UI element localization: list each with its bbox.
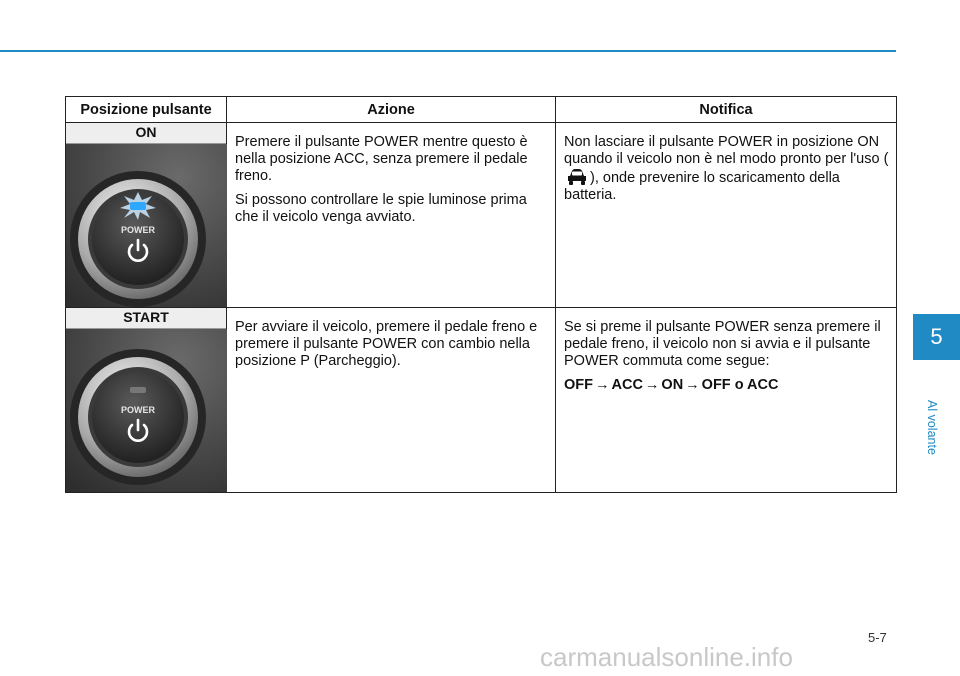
sequence-step: OFF	[564, 377, 593, 393]
action-cell-on	[227, 123, 556, 308]
table-row-start	[66, 308, 897, 493]
notice-text-end: ), onde prevenire lo scaricamento della batteria.	[564, 170, 840, 203]
header-notice: Notifica	[556, 97, 897, 123]
notice-text: Se si preme il pulsante POWER senza premere il pedale freno, il veicolo non si avvia e il pulsante POWER commuta come segue:	[564, 319, 881, 369]
watermark: carmanualsonline.info	[540, 642, 793, 672]
power-button-start-image	[66, 329, 227, 492]
power-button-label: POWER	[120, 225, 156, 235]
position-label-on: ON	[66, 123, 226, 144]
action-cell-start	[227, 308, 556, 493]
power-button-label: POWER	[120, 405, 156, 415]
table-row-on	[66, 123, 897, 308]
notice-cell-start	[556, 308, 897, 493]
position-label-start: START	[66, 308, 226, 329]
indicator-off-icon	[130, 387, 146, 393]
page-number: 5-7	[868, 630, 887, 645]
notice-text: Non lasciare il pulsante POWER in posizione ON quando il veicolo non è nel modo pronto per l'uso (	[564, 134, 889, 167]
chapter-tab: 5	[913, 314, 960, 360]
sequence-step: OFF o ACC	[701, 377, 779, 393]
arrow-right-icon: →	[595, 377, 610, 393]
chapter-title: Al volante	[925, 400, 939, 455]
power-mode-sequence	[564, 377, 890, 394]
sequence-step: ON	[661, 377, 684, 393]
table-header-row	[66, 97, 897, 123]
header-position: Posizione pulsante	[66, 97, 227, 123]
header-rule	[0, 50, 896, 52]
ready-car-icon	[566, 168, 588, 186]
power-button-on-image	[66, 144, 227, 307]
action-text: Premere il pulsante POWER mentre questo è nella posizione ACC, senza premere il pedale freno.	[235, 134, 528, 184]
position-cell-on	[66, 123, 227, 308]
sequence-step: ACC	[611, 377, 643, 393]
arrow-right-icon: →	[685, 377, 700, 393]
header-action: Azione	[227, 97, 556, 123]
action-text: Si possono controllare le spie luminose prima che il veicolo venga avviato.	[235, 192, 527, 225]
notice-cell-on	[556, 123, 897, 308]
power-button-table	[65, 96, 897, 493]
arrow-right-icon: →	[644, 377, 660, 393]
position-cell-start	[66, 308, 227, 493]
action-text: Per avviare il veicolo, premere il pedale freno e premere il pulsante POWER con cambio nella posizione P (Parcheggio).	[235, 319, 538, 369]
